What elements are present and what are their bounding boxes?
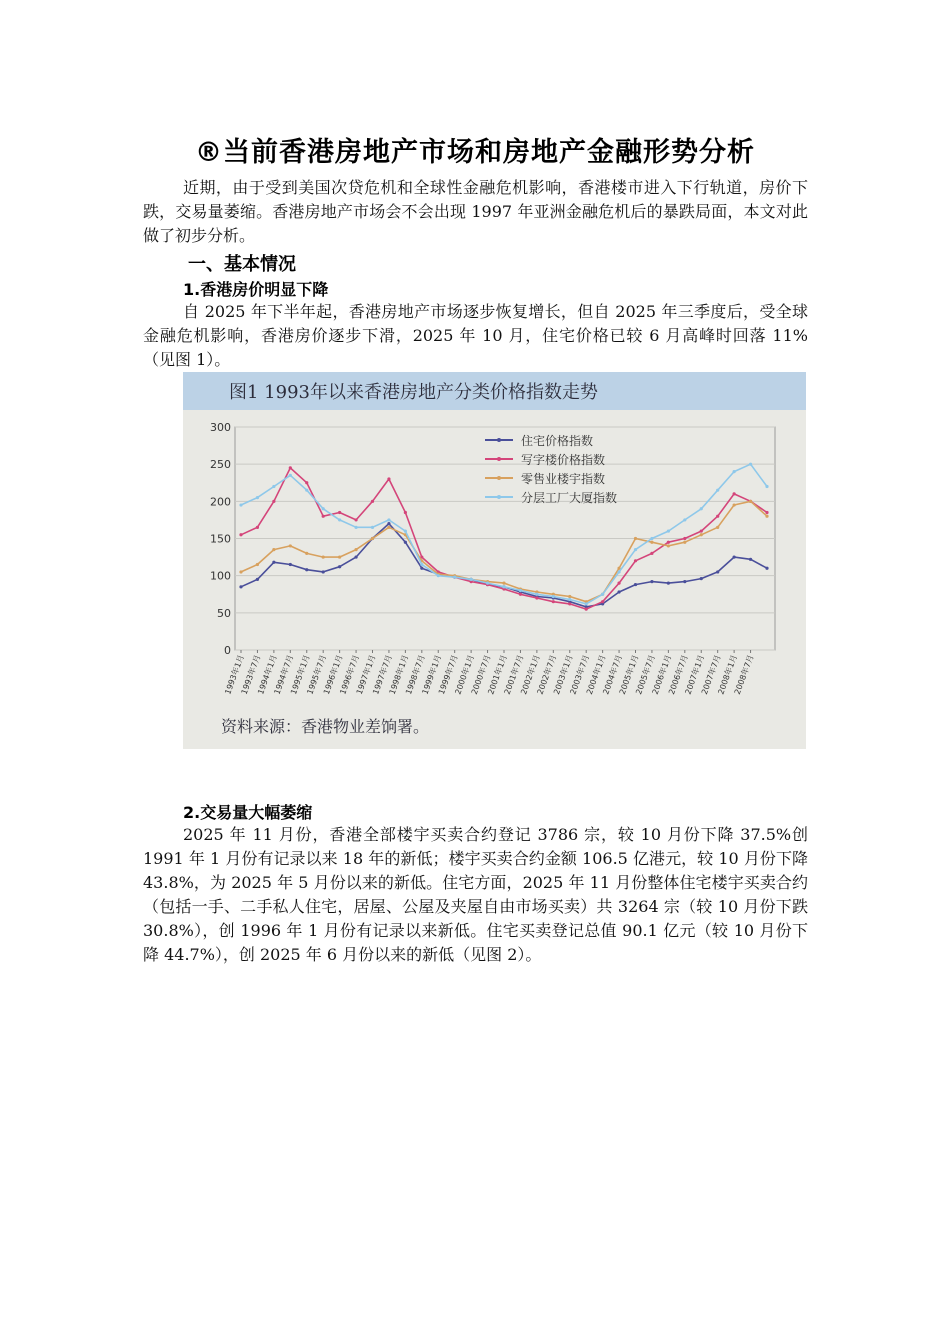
series-4-point xyxy=(733,470,736,473)
series-2-point xyxy=(552,600,555,603)
x-tick-label: 2005年7月 xyxy=(634,653,657,696)
series-4-point xyxy=(535,593,538,596)
series-2-point xyxy=(387,477,390,480)
series-4-point xyxy=(568,598,571,601)
series-4-point xyxy=(354,526,357,529)
series-3-point xyxy=(305,552,308,555)
x-tick-label: 1998年7月 xyxy=(404,653,427,696)
series-3-point xyxy=(765,515,768,518)
x-tick-label: 1995年1月 xyxy=(288,653,312,696)
series-1-point xyxy=(305,568,308,571)
x-tick-label: 1998年1月 xyxy=(387,653,411,696)
series-4-point xyxy=(305,489,308,492)
series-4-point xyxy=(486,582,489,585)
series-1-point xyxy=(354,555,357,558)
x-tick-label: 1999年7月 xyxy=(436,653,460,696)
price-index-chart xyxy=(183,372,806,749)
series-2-point xyxy=(239,533,242,536)
series-1-point xyxy=(404,541,407,544)
series-4-point xyxy=(387,518,390,521)
x-tick-label: 2007年7月 xyxy=(699,653,723,696)
series-3-point xyxy=(502,582,505,585)
series-2-point xyxy=(683,537,686,540)
x-tick-label: 2004年7月 xyxy=(601,653,624,696)
x-axis xyxy=(222,650,755,696)
series-3-point xyxy=(683,541,686,544)
legend-label: 零售业楼宇指数 xyxy=(521,472,606,486)
series-1-point xyxy=(289,563,292,566)
series-2-point xyxy=(617,582,620,585)
series-2-point xyxy=(519,593,522,596)
chart-title: 图1 1993年以来香港房地产分类价格指数走势 xyxy=(229,382,598,403)
series-2-point xyxy=(322,515,325,518)
y-tick-label: 0 xyxy=(224,644,231,657)
series-4-point xyxy=(585,602,588,605)
series-3-point xyxy=(733,503,736,506)
series-4-point xyxy=(371,526,374,529)
series-1-point xyxy=(420,567,423,570)
series-4-point xyxy=(617,570,620,573)
series-2-point xyxy=(733,492,736,495)
series-3-point xyxy=(700,533,703,536)
series-3-point xyxy=(716,526,719,529)
series-4-point xyxy=(749,463,752,466)
series-4-point xyxy=(601,593,604,596)
series-1-point xyxy=(272,561,275,564)
series-2-point xyxy=(634,559,637,562)
series-4-point xyxy=(404,529,407,532)
series-4-point xyxy=(667,529,670,532)
series-4-point xyxy=(322,507,325,510)
x-tick-label: 1997年7月 xyxy=(371,653,394,696)
series-4-point xyxy=(256,496,259,499)
series-3-point xyxy=(749,500,752,503)
series-2-point xyxy=(568,602,571,605)
series-4-point xyxy=(650,537,653,540)
x-tick-label: 1996年1月 xyxy=(321,653,345,696)
series-1-point xyxy=(749,558,752,561)
series-2-point xyxy=(700,529,703,532)
y-tick-label: 250 xyxy=(210,458,231,472)
series-4-point xyxy=(338,518,341,521)
y-axis xyxy=(210,421,231,657)
series-1-point xyxy=(617,590,620,593)
series-4-point xyxy=(420,563,423,566)
x-tick-label: 2008年7月 xyxy=(732,653,756,696)
legend-marker xyxy=(497,476,501,480)
series-4-point xyxy=(716,489,719,492)
series-2-point xyxy=(585,608,588,611)
series-2-point xyxy=(716,515,719,518)
legend-marker xyxy=(497,457,501,461)
subheading-price-drop: 1.香港房价明显下降 xyxy=(183,280,329,299)
section-heading-basic: 一、基本情况 xyxy=(188,254,296,275)
series-4-point xyxy=(700,507,703,510)
x-tick-label: 1997年1月 xyxy=(354,653,378,696)
y-tick-label: 100 xyxy=(210,569,231,583)
chart-series xyxy=(239,463,768,611)
x-tick-label: 2002年1月 xyxy=(519,653,542,696)
x-tick-label: 1999年1月 xyxy=(420,653,444,696)
series-3-point xyxy=(256,563,259,566)
series-2-point xyxy=(256,526,259,529)
series-2-point xyxy=(305,481,308,484)
series-4-point xyxy=(683,518,686,521)
series-3-point xyxy=(322,555,325,558)
series-4-point xyxy=(765,485,768,488)
subheading-volume-drop: 2.交易量大幅萎缩 xyxy=(183,803,313,822)
legend-label: 分层工厂大厦指数 xyxy=(521,491,618,505)
series-3-point xyxy=(634,537,637,540)
series-1-point xyxy=(765,567,768,570)
series-3-point xyxy=(289,544,292,547)
x-tick-label: 1994年7月 xyxy=(272,653,296,696)
x-tick-label: 2003年1月 xyxy=(551,653,575,696)
x-tick-label: 2006年7月 xyxy=(667,653,690,696)
series-2-point xyxy=(404,511,407,514)
series-3-point xyxy=(371,537,374,540)
series-3-point xyxy=(568,595,571,598)
series-3-point xyxy=(650,541,653,544)
x-tick-label: 2005年1月 xyxy=(617,653,641,696)
x-tick-label: 1994年1月 xyxy=(256,653,279,696)
series-3-point xyxy=(667,544,670,547)
series-2-point xyxy=(535,596,538,599)
price-paragraph: 自 2025 年下半年起，香港房地产市场逐步恢复增长，但自 2025 年三季度后，受全球金融危机影响，香港房价逐步下滑，2025 年 10 月，住宅价格已较 6 月高峰时回落 11%（见图 1）。 xyxy=(143,302,808,369)
series-4-point xyxy=(470,578,473,581)
x-tick-label: 1993年1月 xyxy=(223,653,246,696)
y-tick-label: 50 xyxy=(217,606,231,620)
series-3-point xyxy=(387,526,390,529)
series-2-point xyxy=(371,500,374,503)
x-tick-label: 2001年1月 xyxy=(486,653,509,696)
x-tick-label: 1996年7月 xyxy=(338,653,361,696)
x-tick-label: 2008年1月 xyxy=(716,653,740,696)
y-tick-label: 300 xyxy=(210,421,231,434)
x-tick-label: 2002年7月 xyxy=(535,653,559,696)
series-1-point xyxy=(716,570,719,573)
series-4-point xyxy=(519,589,522,592)
series-1-point xyxy=(634,583,637,586)
series-1-point xyxy=(650,580,653,583)
series-1-point xyxy=(683,580,686,583)
series-1-point xyxy=(322,570,325,573)
series-2-point xyxy=(765,511,768,514)
legend-marker xyxy=(497,438,501,442)
series-4-point xyxy=(453,576,456,579)
series-2-point xyxy=(272,500,275,503)
series-2-point xyxy=(289,466,292,469)
series-4-point xyxy=(552,595,555,598)
x-tick-label: 1993年7月 xyxy=(239,653,263,696)
series-2-point xyxy=(354,518,357,521)
x-tick-label: 2001年7月 xyxy=(502,653,526,696)
series-4-point xyxy=(289,474,292,477)
x-tick-label: 2000年1月 xyxy=(453,653,477,696)
series-2-point xyxy=(650,552,653,555)
volume-paragraph: 2025 年 11 月份，香港全部楼宇买卖合约登记 3786 宗，较 10 月份下降 37.5%创 1991 年 1 月份有记录以来 18 年的新低；楼宇买卖合约金额 106.5 亿港元，较 10 月份下降 43.8%，为 2025 年 5 月份以来的新低。住宅方面，2025 年 11 月份整体住宅楼宇买卖合约（包括一手、二手私人住宅，居屋、公屋及夹屋自由市场买卖）共 3264 宗（较 10 月份下跌 30.8%），创 1996 年 1 月份有记录以来新低。住宅买卖登记总值 90.1 亿元（较 10 月份下降 44.7%），创 2025 年 6 月份以来的新低（见图 2）。 xyxy=(143,825,808,964)
intro-paragraph: 近期，由于受到美国次贷危机和全球性金融危机影响，香港楼市进入下行轨道，房价下跌，交易量萎缩。香港房地产市场会不会出现 1997 年亚洲金融危机后的暴跌局面，本文对此做了初步分析。 xyxy=(143,178,808,245)
x-tick-label: 2007年1月 xyxy=(683,653,707,696)
series-1-point xyxy=(667,582,670,585)
chart-source: 资料来源：香港物业差饷署。 xyxy=(221,717,430,736)
series-4-point xyxy=(502,585,505,588)
x-tick-label: 2004年1月 xyxy=(584,653,608,696)
y-tick-label: 200 xyxy=(210,495,231,509)
x-tick-label: 1995年7月 xyxy=(305,653,329,696)
series-line-1 xyxy=(241,524,767,607)
series-4-point xyxy=(272,485,275,488)
series-1-point xyxy=(338,565,341,568)
series-3-point xyxy=(239,570,242,573)
series-1-point xyxy=(387,522,390,525)
x-tick-label: 2006年1月 xyxy=(650,653,674,696)
series-1-point xyxy=(239,585,242,588)
x-tick-label: 2000年7月 xyxy=(469,653,493,696)
series-3-point xyxy=(354,548,357,551)
series-2-point xyxy=(667,541,670,544)
series-4-point xyxy=(437,574,440,577)
series-3-point xyxy=(272,548,275,551)
series-1-point xyxy=(700,577,703,580)
y-tick-label: 150 xyxy=(210,532,231,546)
chart-legend xyxy=(485,433,617,505)
legend-marker xyxy=(497,495,501,499)
series-4-point xyxy=(634,548,637,551)
series-1-point xyxy=(256,578,259,581)
legend-label: 住宅价格指数 xyxy=(521,434,594,448)
series-1-point xyxy=(733,555,736,558)
page-title: ®当前香港房地产市场和房地产金融形势分析 xyxy=(195,137,755,168)
series-2-point xyxy=(601,600,604,603)
figure-1 xyxy=(183,372,806,749)
x-tick-label: 2003年7月 xyxy=(568,653,592,696)
series-2-point xyxy=(338,511,341,514)
series-3-point xyxy=(338,555,341,558)
legend-label: 写字楼价格指数 xyxy=(521,453,606,467)
series-4-point xyxy=(239,503,242,506)
